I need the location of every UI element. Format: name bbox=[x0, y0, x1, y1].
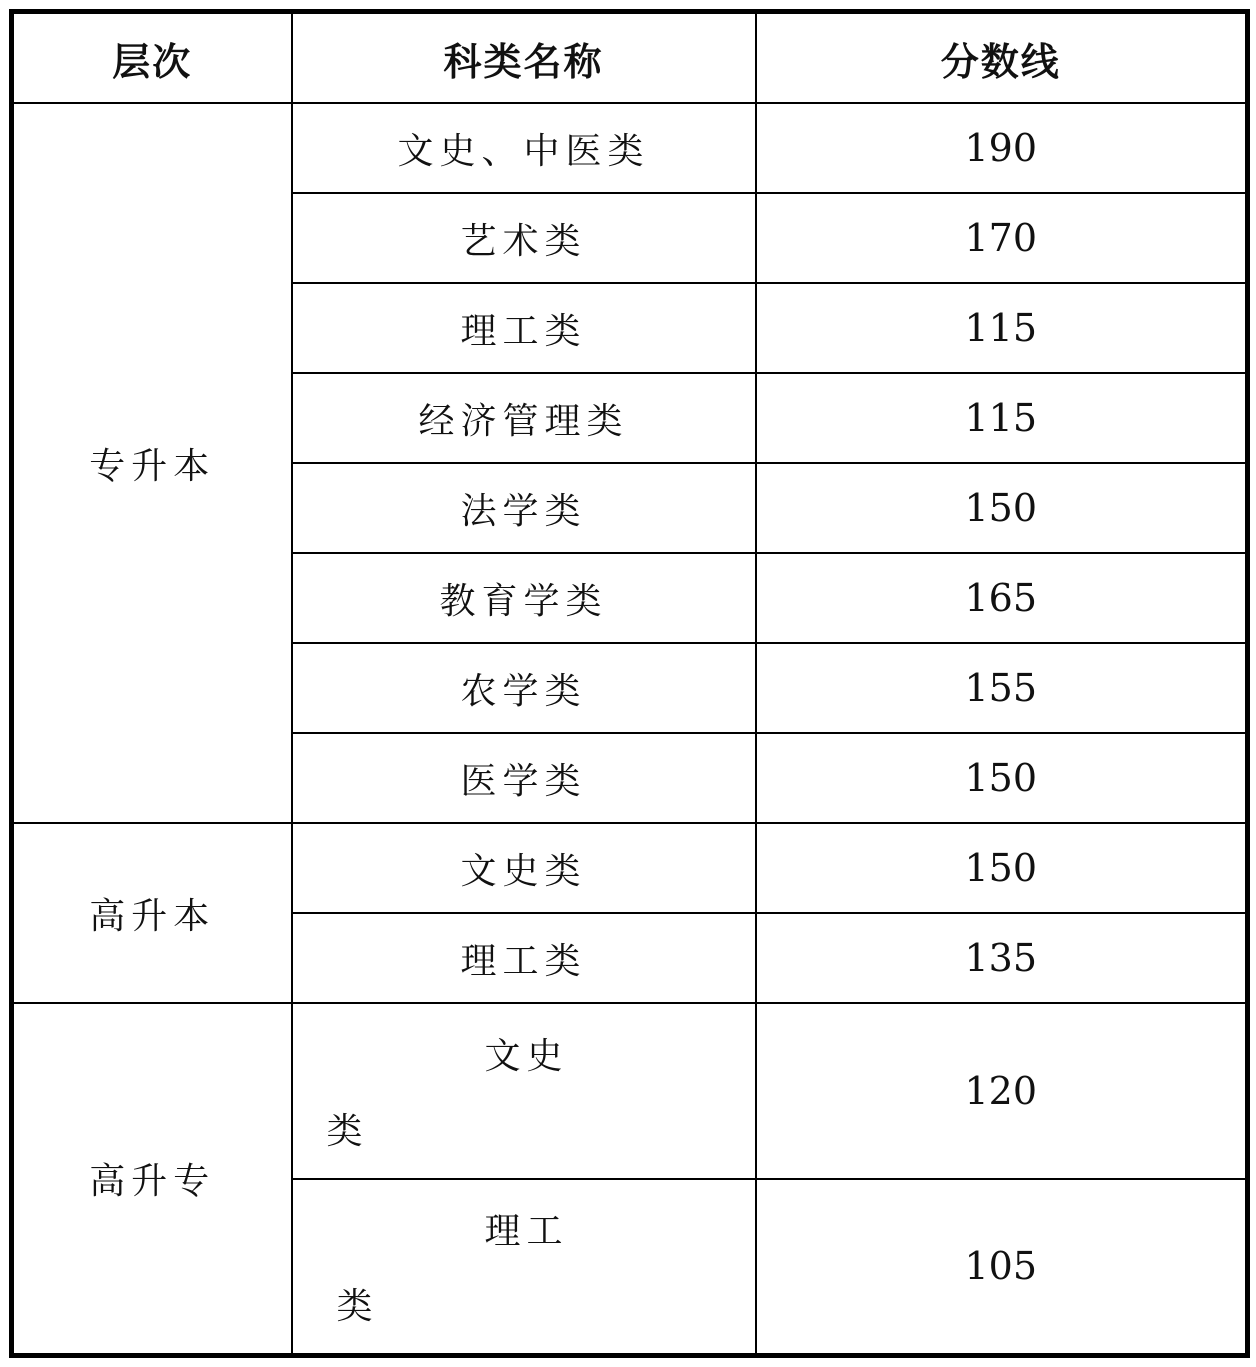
score-cell: 150 bbox=[756, 823, 1248, 913]
category-cell: 医学类 bbox=[292, 733, 756, 823]
score-cell: 150 bbox=[756, 463, 1248, 553]
category-line-2: 类 bbox=[336, 1286, 379, 1328]
level-cell-gaoshengben: 高升本 bbox=[12, 823, 292, 1003]
category-cell: 理工类 bbox=[292, 913, 756, 1003]
category-cell: 文史类 bbox=[292, 823, 756, 913]
category-line-1: 文史 bbox=[484, 1036, 569, 1077]
category-cell: 教育学类 bbox=[292, 553, 756, 643]
category-cell: 经济管理类 bbox=[292, 373, 756, 463]
level-cell-zhuanshengben: 专升本 bbox=[12, 103, 292, 823]
score-cell: 170 bbox=[756, 193, 1248, 283]
score-cell: 105 bbox=[756, 1179, 1248, 1355]
score-cell: 155 bbox=[756, 643, 1248, 733]
category-line-1: 理工 bbox=[484, 1211, 569, 1253]
category-cell: 文史、中医类 bbox=[292, 103, 756, 193]
category-line-2: 类 bbox=[326, 1111, 369, 1152]
level-cell-gaoshengzhuan: 高升专 bbox=[12, 1003, 292, 1355]
category-cell: 艺术类 bbox=[292, 193, 756, 283]
score-cell: 165 bbox=[756, 553, 1248, 643]
table-row bbox=[12, 103, 1248, 193]
score-line-table bbox=[9, 9, 1250, 1358]
category-cell: 理工类 bbox=[292, 283, 756, 373]
table-row bbox=[12, 1003, 1248, 1179]
score-cell: 135 bbox=[756, 913, 1248, 1003]
score-cell: 115 bbox=[756, 283, 1248, 373]
category-cell-wrapped bbox=[292, 1179, 756, 1355]
score-cell: 120 bbox=[756, 1003, 1248, 1179]
score-cell: 115 bbox=[756, 373, 1248, 463]
score-cell: 150 bbox=[756, 733, 1248, 823]
header-score: 分数线 bbox=[756, 12, 1248, 104]
category-cell: 农学类 bbox=[292, 643, 756, 733]
table-row bbox=[12, 823, 1248, 913]
category-cell: 法学类 bbox=[292, 463, 756, 553]
table-header-row bbox=[12, 12, 1248, 104]
category-cell-wrapped bbox=[292, 1003, 756, 1179]
score-cell: 190 bbox=[756, 103, 1248, 193]
header-level: 层次 bbox=[12, 12, 292, 104]
header-category: 科类名称 bbox=[292, 12, 756, 104]
